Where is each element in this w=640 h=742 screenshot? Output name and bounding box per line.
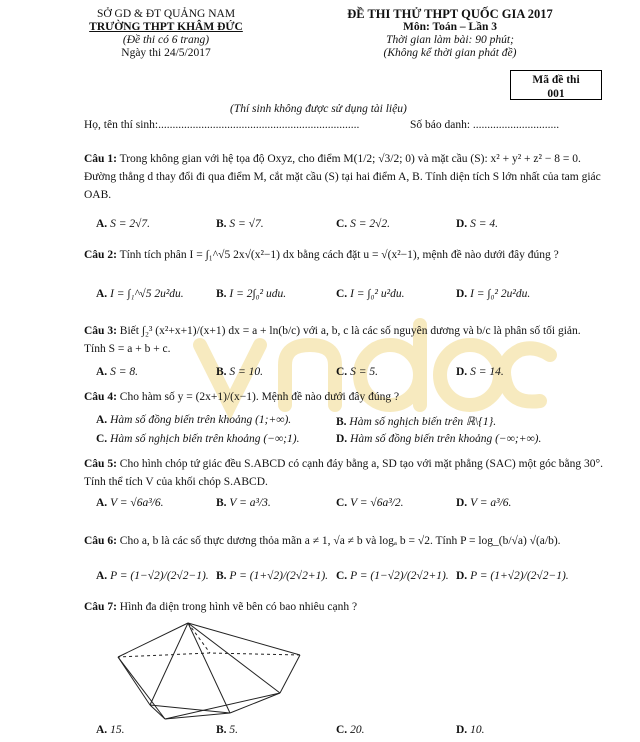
q5-option-d[interactable]: D. V = a³/6.	[456, 497, 512, 509]
q1-option-c[interactable]: C. S = 2√2.	[336, 218, 391, 230]
question-1-text: Trong không gian với hệ tọa độ Oxyz, cho điểm M(1/2; √3/2; 0) và mặt cầu (S): x² + y² + z² − 8 = 0. Đường thẳng d thay đổi đi qua điểm M, cắt mặt cầu (S) tại hai điểm A, B. Tính diện tích S lớn nhất của tam giác OAB.	[84, 153, 601, 201]
q7-option-d[interactable]: D. 10.	[456, 724, 485, 736]
q3-option-a[interactable]: A. S = 8.	[96, 366, 138, 378]
exam-duration: Thời gian làm bài: 90 phút;	[386, 34, 514, 46]
question-3	[84, 322, 604, 358]
question-6	[84, 532, 604, 550]
pages-note: (Đề thi có 6 trang)	[122, 34, 210, 46]
question-4	[84, 388, 604, 406]
exam-code-box	[510, 70, 602, 100]
school-name: TRƯỜNG THPT KHÂM ĐỨC	[89, 21, 243, 33]
q2-option-c[interactable]: C. I = ∫₀² u²du.	[336, 288, 405, 300]
header-left	[56, 8, 276, 60]
question-4-text: Cho hàm số y = (2x+1)/(x−1). Mệnh đề nào dưới đây đúng ?	[119, 391, 400, 403]
header-right	[300, 8, 600, 60]
question-2-label: Câu 2:	[84, 249, 117, 261]
q6-option-d[interactable]: D. P = (1+√2)/(2√2−1).	[456, 570, 569, 582]
q4-option-b[interactable]: B. Hàm số nghịch biến trên ℝ\{1}.	[336, 416, 497, 428]
q6-option-a[interactable]: A. P = (1−√2)/(2√2−1).	[96, 570, 209, 582]
q6-option-c[interactable]: C. P = (1−√2)/(2√2+1).	[336, 570, 449, 582]
q1-option-d[interactable]: D. S = 4.	[456, 218, 498, 230]
q3-option-c[interactable]: C. S = 5.	[336, 366, 378, 378]
question-7	[84, 598, 604, 616]
question-2-text: Tính tích phân I = ∫₁^√5 2x√(x²−1) dx bằng cách đặt u = √(x²−1), mệnh đề nào dưới đây đúng ?	[119, 249, 559, 261]
question-3-text: Biết ∫₂³ (x²+x+1)/(x+1) dx = a + ln(b/c) với a, b, c là các số nguyên dương và b/c là phân số tối giản. Tính S = a + b + c.	[84, 325, 581, 355]
q5-option-c[interactable]: C. V = √6a³/2.	[336, 497, 404, 509]
q4-option-c[interactable]: C. Hàm số nghịch biến trên khoảng (−∞;1).	[96, 433, 300, 445]
department-name: SỞ GD & ĐT QUẢNG NAM	[96, 8, 236, 20]
q2-option-d[interactable]: D. I = ∫₀² 2u²du.	[456, 288, 531, 300]
q3-option-b[interactable]: B. S = 10.	[216, 366, 264, 378]
question-7-label: Câu 7:	[84, 601, 117, 613]
q5-option-b[interactable]: B. V = a³/3.	[216, 497, 271, 509]
question-5-label: Câu 5:	[84, 458, 117, 470]
q7-option-a[interactable]: A. 15.	[96, 724, 125, 736]
exam-duration-note: (Không kể thời gian phát đề)	[383, 47, 517, 59]
question-1-label: Câu 1:	[84, 153, 117, 165]
question-7-text: Hình đa diện trong hình vẽ bên có bao nhiêu cạnh ?	[119, 601, 358, 613]
question-6-label: Câu 6:	[84, 535, 117, 547]
question-1	[84, 150, 604, 204]
exam-title: ĐỀ THI THỬ THPT QUỐC GIA 2017	[347, 7, 553, 21]
q4-option-d[interactable]: D. Hàm số đồng biến trên khoảng (−∞;+∞).	[336, 433, 542, 445]
candidate-name-label: Họ, tên thí sinh:......................................................................	[84, 119, 360, 131]
polyhedron-figure	[110, 615, 310, 720]
question-6-text: Cho a, b là các số thực dương thỏa mãn a ≠ 1, √a ≠ b và logₐ b = √2. Tính P = log_(b/√a) √(a/b).	[119, 535, 561, 547]
exam-subject: Môn: Toán – Lần 3	[403, 21, 497, 33]
candidate-id-label: Số báo danh: ..............................	[410, 119, 560, 131]
q7-option-b[interactable]: B. 5.	[216, 724, 239, 736]
question-4-label: Câu 4:	[84, 391, 117, 403]
question-5	[84, 455, 604, 491]
question-2	[84, 246, 604, 264]
exam-code-value: 001	[547, 88, 565, 100]
q5-option-a[interactable]: A. V = √6a³/6.	[96, 497, 164, 509]
q1-option-a[interactable]: A. S = 2√7.	[96, 218, 151, 230]
q6-option-b[interactable]: B. P = (1+√2)/(2√2+1).	[216, 570, 329, 582]
notice: (Thí sinh không được sử dụng tài liệu)	[230, 103, 407, 115]
q2-option-b[interactable]: B. I = 2∫₀² udu.	[216, 288, 287, 300]
q2-option-a[interactable]: A. I = ∫₁^√5 2u²du.	[96, 288, 184, 300]
exam-code-label: Mã đề thi	[532, 74, 580, 86]
q7-option-c[interactable]: C. 20.	[336, 724, 365, 736]
q3-option-d[interactable]: D. S = 14.	[456, 366, 504, 378]
exam-date: Ngày thi 24/5/2017	[121, 47, 211, 59]
question-5-text: Cho hình chóp tứ giác đều S.ABCD có cạnh đáy bằng a, SD tạo với mặt phẳng (SAC) một góc bằng 30°. Tính thể tích V của khối chóp S.ABCD.	[84, 458, 604, 488]
question-3-label: Câu 3:	[84, 325, 117, 337]
q1-option-b[interactable]: B. S = √7.	[216, 218, 264, 230]
q4-option-a[interactable]: A. Hàm số đồng biến trên khoảng (1;+∞).	[96, 414, 292, 426]
